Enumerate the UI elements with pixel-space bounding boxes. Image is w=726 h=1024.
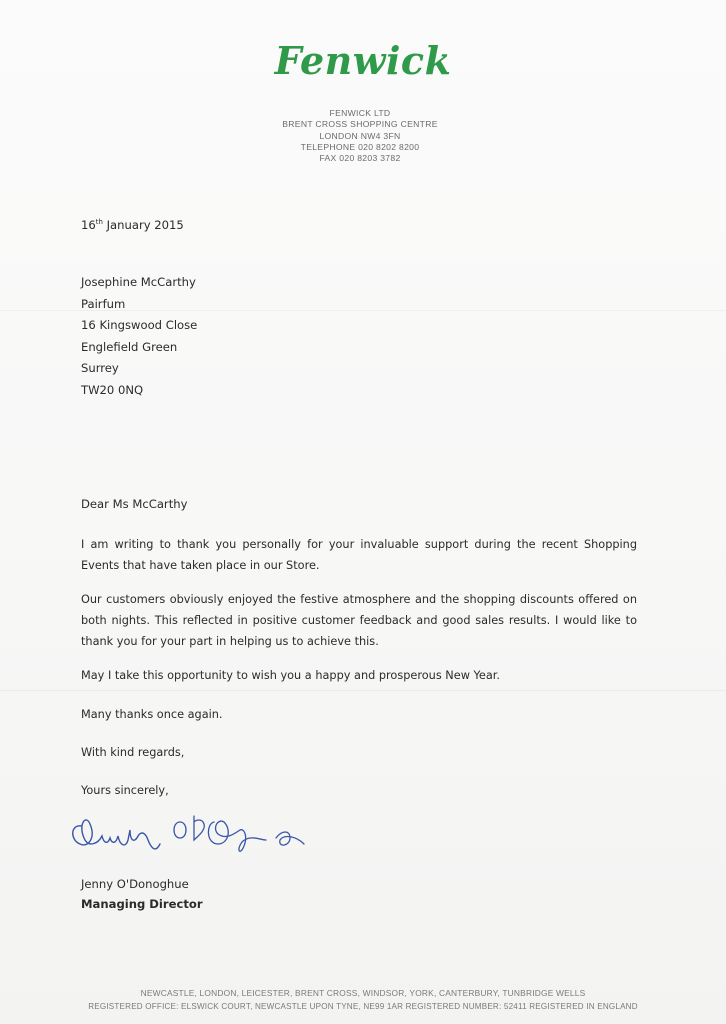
recipient-county: Surrey	[81, 361, 119, 376]
company-logo: Fenwick	[274, 38, 452, 83]
recipient-name: Josephine McCarthy	[81, 275, 196, 289]
recipient-company: Pairfum	[81, 296, 126, 311]
letterhead-address-line: LONDON NW4 3FN	[319, 130, 401, 141]
footer-locations: NEWCASTLE, LONDON, LEICESTER, BRENT CROSS, WINDSOR, YORK, CANTERBURY, TUNBRIDGE WELLS	[140, 988, 586, 998]
body-paragraph: I am writing to thank you personally for your invaluable support during the recent Shopping Events that have taken place in our Store.	[81, 538, 637, 572]
body-paragraph: Many thanks once again.	[81, 708, 223, 721]
salutation: Dear Ms McCarthy	[81, 497, 188, 511]
date-rest: January 2015	[102, 217, 184, 232]
recipient-postcode: TW20 0NQ	[81, 382, 144, 397]
letterhead-address	[240, 108, 480, 164]
body-paragraph: May I take this opportunity to wish you a happy and prosperous New Year.	[81, 669, 500, 682]
recipient-street: 16 Kingswood Close	[81, 318, 198, 333]
paper-fold	[0, 690, 726, 691]
date-day: 16	[81, 217, 96, 232]
letter-date	[81, 214, 184, 234]
letterhead-telephone: TELEPHONE 020 8202 8200	[300, 141, 420, 152]
company-name: FENWICK LTD	[329, 108, 391, 118]
closing-line: With kind regards,	[81, 746, 185, 759]
closing-line: Yours sincerely,	[81, 784, 169, 797]
letterhead-address-line: BRENT CROSS SHOPPING CENTRE	[282, 119, 438, 130]
date-suffix: th	[95, 218, 103, 226]
body-paragraph: Our customers obviously enjoyed the festive atmosphere and the shopping discounts offered on both nights. This reflected in positive customer feedback and good sales results. I would like to thank you for your part in helping us to achieve this.	[81, 593, 637, 648]
letterhead-fax: FAX 020 8203 3782	[319, 153, 401, 164]
footer-registered: REGISTERED OFFICE: ELSWICK COURT, NEWCASTLE UPON TYNE, NE99 1AR REGISTERED NUMBER: 52411 REGISTERED IN ENGLAND	[88, 1002, 638, 1011]
signer-name: Jenny O'Donoghue	[81, 877, 189, 891]
recipient-town: Englefield Green	[81, 339, 178, 354]
handwritten-signature	[68, 800, 318, 880]
signer-title: Managing Director	[81, 897, 203, 911]
recipient-address	[81, 272, 197, 402]
